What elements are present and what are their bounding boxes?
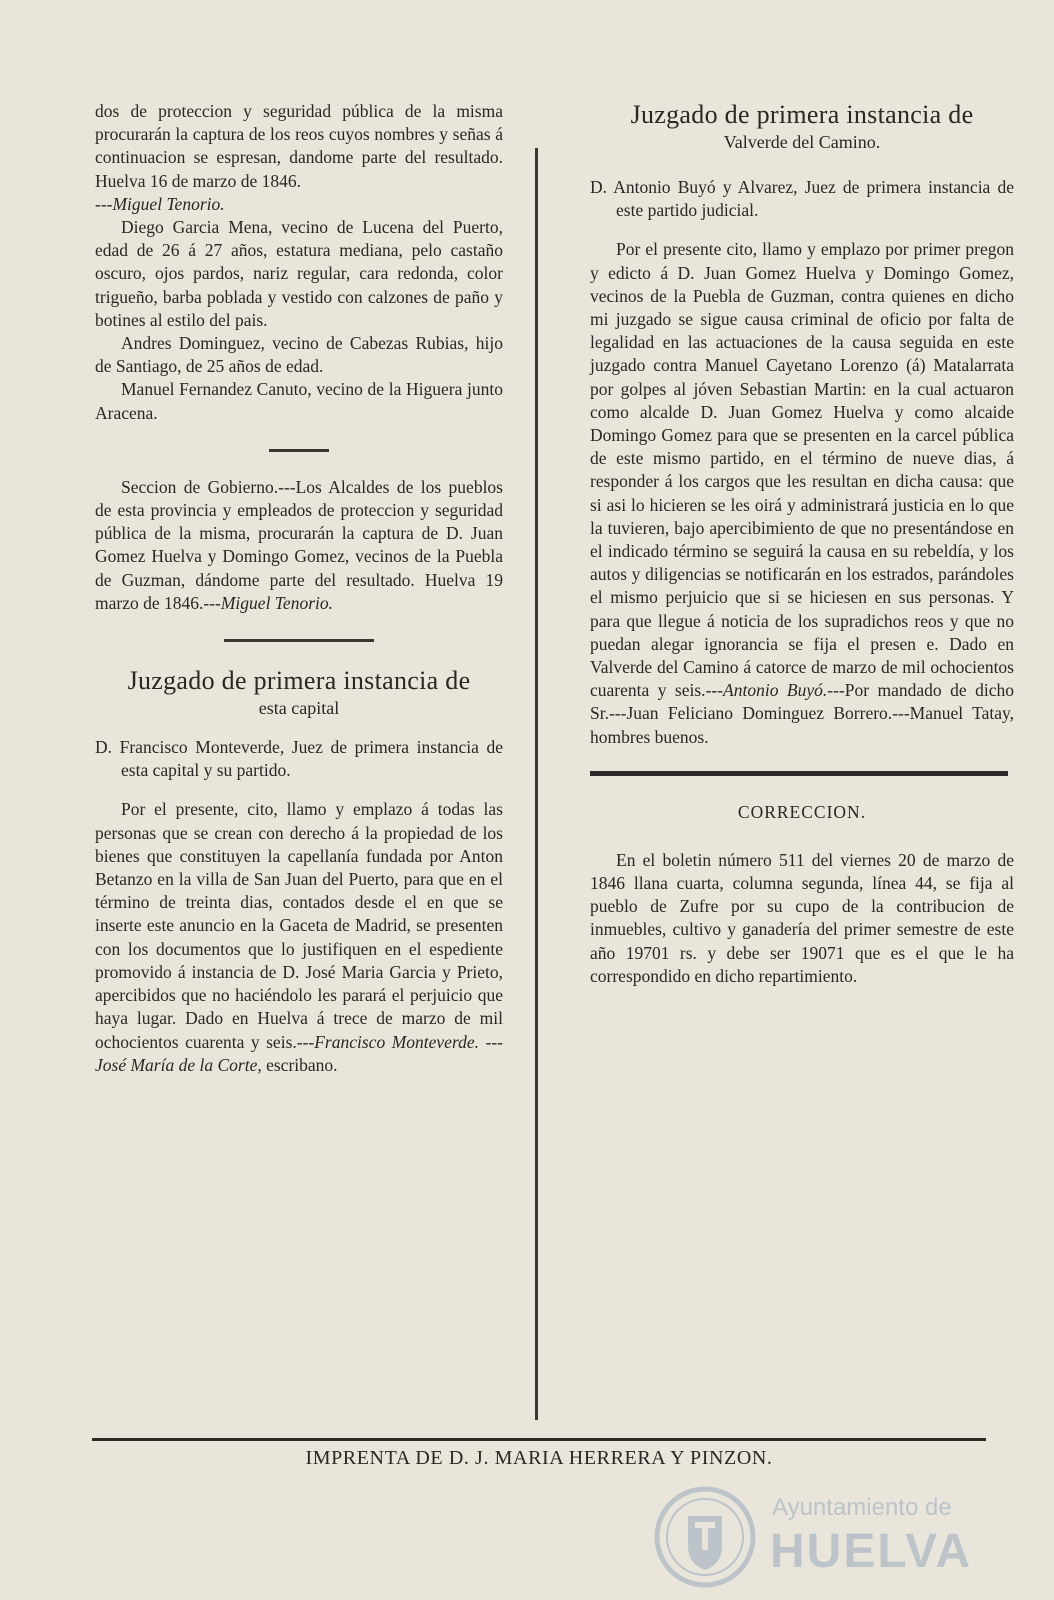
continuation-signature: ---Miguel Tenorio. [95, 193, 225, 214]
edict-end: escribano. [266, 1054, 338, 1075]
section-separator [269, 449, 329, 452]
edict-text-right: Por el presente cito, llamo y emplazo por primer pregon y edicto á D. Juan Gomez Huelva y Domingo Gomez, vecinos de la Puebla de Guzman, contra quienes en dicho mi juzgado se sigue causa criminal de oficio por falta de legalidad en las actuaciones de la causa seguida en este juzgado contra Manuel Cayetano Lorenzo (á) Matalarrata por golpes al jóven Sebastian Martin: en la cual actuaron como alcalde D. Juan Gomez Huelva y como alcaide Domingo Gomez para que se presenten en la carcel pública de este mismo partido, en el término de nueve dias, á responder á los cargos que les resultan en dicha causa: que si asi lo hicieren se les oirá y administrará justicia en lo que la tuvieren, bajo apercibimiento de que no presentándose en el indicado término se seguirá la causa en su rebeldía, y los autos y diligencias se notificarán en los estrados, parándoles el mismo perjuicio que si se hiciesen en sus personas. Y para que llegue á noticia de los supradichos reos y que no puedan alegar ignorancia se fija el presen e. Dado en Valverde del Camino á catorce de marzo de mil ochocientos cuarenta y seis. [590, 239, 1014, 701]
court-subheading: esta capital [258, 698, 340, 719]
watermark-line2: HUELVA [770, 1525, 973, 1578]
government-notice-signature: ---Miguel Tenorio. [203, 592, 333, 613]
section-separator [224, 639, 374, 642]
wanted-person-2: Andres Dominguez, vecino de Cabezas Rubias, hijo de Santiago, de 25 años de edad. [95, 333, 503, 377]
judge-line-right: D. Antonio Buyó y Alvarez, Juez de primera instancia de este partido judicial. [590, 177, 1014, 221]
wanted-person-3: Manuel Fernandez Canuto, vecino de la Higuera junto Aracena. [95, 379, 503, 423]
edict-tail-right: ---Por mandado de dicho Sr.---Juan Feliciano Dominguez Borrero.---Manuel Tatay, hombres buenos. [590, 680, 1014, 747]
wanted-person-1: Diego Garcia Mena, vecino de Lucena del Puerto, edad de 26 á 27 años, estatura mediana, pelo castaño oscuro, ojos pardos, nariz regular, cara redonda, color trigueño, barba poblada y vestido con calzones de paño y botines al estilo del pais. [95, 217, 503, 330]
edict-text: Por el presente, cito, llamo y emplazo á todas las personas que se crean con derecho á la propiedad de los bienes que constituyen la capellanía fundada por Anton Betanzo en la villa de San Juan del Puerto, para que en el término de treinta dias, contados desde el en que se inserte este anuncio en la Gaceta de Madrid, se presenten con los documentos que lo justifiquen en el espediente promovido á instancia de D. José Maria Garcia y Prieto, apercibidos que no haciéndolo les parará el perjuicio que haya lugar. Dado en Huelva á trece de marzo de mil ochocientos cuarenta y seis. [95, 799, 503, 1052]
column-divider [535, 148, 538, 1420]
court-subheading-right: Valverde del Camino. [723, 132, 881, 152]
right-column [590, 100, 1014, 988]
section-separator-thick [590, 771, 1008, 776]
government-notice [95, 476, 503, 615]
correction-title: CORRECCION. [737, 801, 867, 822]
correction-text: En el boletin número 511 del viernes 20 de marzo de 1846 llana cuarta, columna segunda, línea 44, se fija al pueblo de Zufre por su cupo de la contribucion de inmuebles, cultivo y ganadería del primer semestre de este año 19701 rs. y debe ser 19071 que es el que le ha correspondido en dicho repartimiento. [590, 849, 1014, 986]
printer-imprint: IMPRENTA DE D. J. MARIA HERRERA Y PINZON. [305, 1447, 773, 1469]
court-heading: Juzgado de primera instancia de [127, 666, 471, 696]
judge-line: D. Francisco Monteverde, Juez de primera instancia de esta capital y su partido. [95, 737, 503, 781]
city-shield-icon [650, 1482, 760, 1592]
court-heading-right: Juzgado de primera instancia de [630, 100, 974, 129]
left-column [95, 100, 503, 1077]
footer-rule [92, 1438, 986, 1441]
edict-paragraph-right [590, 238, 1014, 748]
watermark-line1: Ayuntamiento de [772, 1494, 952, 1521]
edict-paragraph [95, 798, 503, 1076]
continuation-paragraph [95, 100, 503, 216]
edict-signature-right: ---Antonio Buyó. [705, 680, 828, 701]
continuation-text: dos de proteccion y seguridad pública de la misma procurarán la captura de los reos cuyos nombres y señas á continuacion se espresan, dandome parte del resultado. Huelva 16 de marzo de 1846. [95, 101, 503, 191]
government-notice-text: Seccion de Gobierno.---Los Alcaldes de los pueblos de esta provincia y empleados de proteccion y seguridad pública de la misma, procurarán la captura de D. Juan Gomez Huelva y Domingo Gomez, vecinos de la Puebla de Guzman, dándome parte del resultado. Huelva 19 marzo de 1846. [95, 476, 503, 613]
archive-watermark [650, 1482, 990, 1582]
edict-signature: ---Francisco Monteverde. ---José María de la Corte, [95, 1031, 503, 1075]
